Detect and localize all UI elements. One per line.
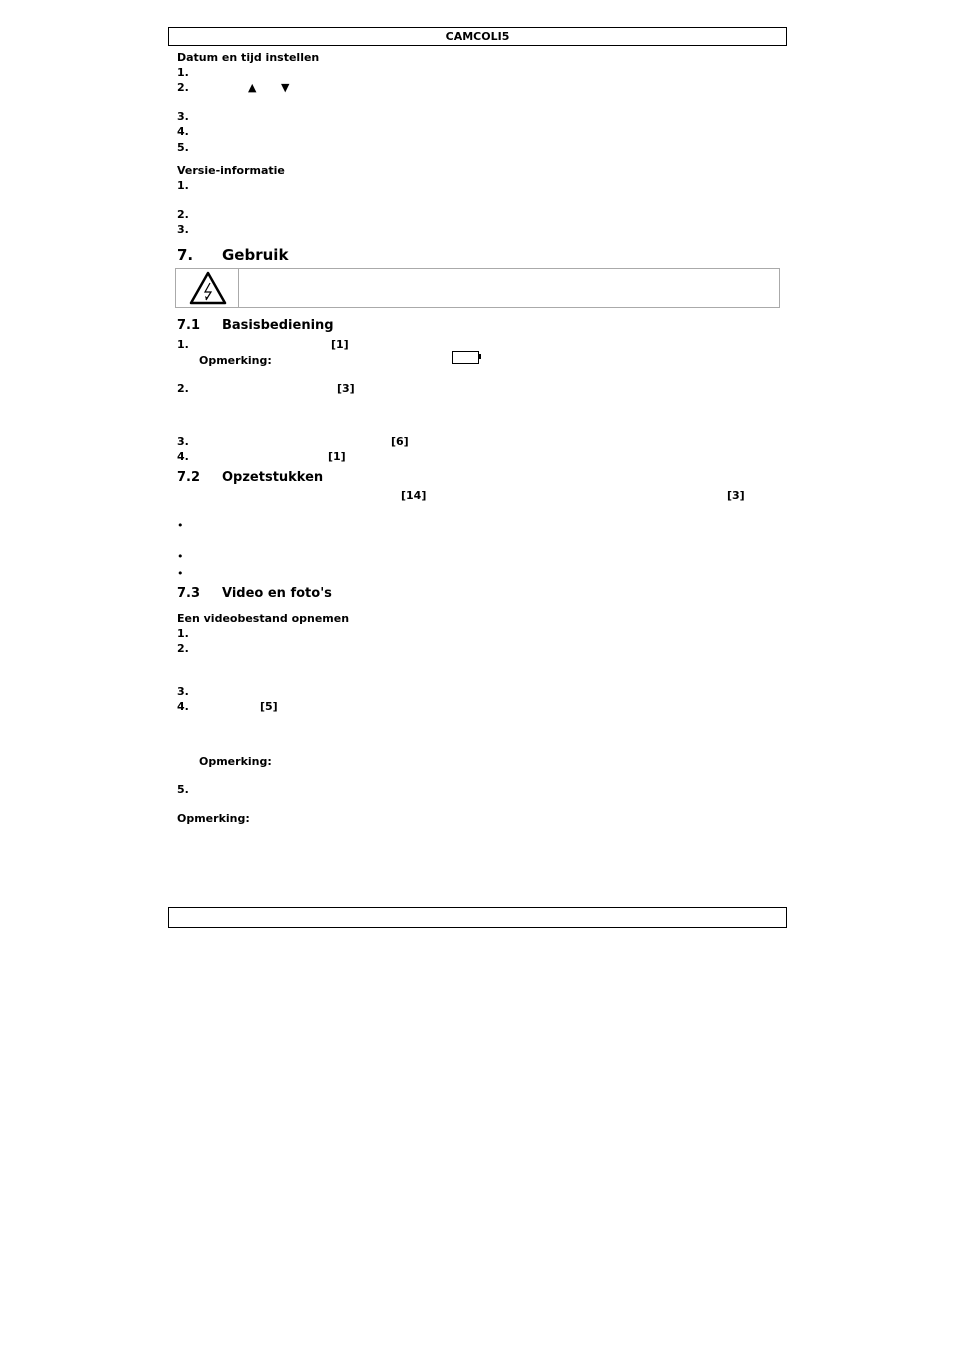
opzet-ref-3: [3]	[727, 489, 745, 502]
basis-ref-1b: [1]	[328, 450, 346, 463]
warning-box	[175, 268, 780, 308]
section-7-title: Gebruik	[222, 246, 289, 264]
section-7-number: 7.	[177, 246, 194, 264]
basis-ref-3: [3]	[337, 382, 355, 395]
up-arrow-icon: ▲	[248, 81, 257, 94]
section-7-1-title: Basisbediening	[222, 318, 334, 333]
datum-step-4: 4.	[177, 125, 189, 138]
versie-title: Versie-informatie	[177, 164, 285, 177]
basis-note-label: Opmerking:	[199, 354, 272, 367]
opzet-bullet-1: •	[177, 519, 184, 532]
video-ref-5: [5]	[260, 700, 278, 713]
basis-step-4: 4.	[177, 450, 189, 463]
basis-ref-6: [6]	[391, 435, 409, 448]
page-header: CAMCOLI5	[168, 27, 787, 46]
warning-divider	[238, 268, 239, 308]
page-footer	[168, 907, 787, 928]
basis-step-2: 2.	[177, 382, 189, 395]
high-voltage-warning-icon	[189, 270, 227, 306]
video-subtitle: Een videobestand opnemen	[177, 612, 350, 625]
section-7-3-number: 7.3	[177, 586, 201, 601]
video-step-5: 5.	[177, 783, 189, 796]
basis-ref-1: [1]	[331, 338, 349, 351]
video-note-label: Opmerking:	[199, 755, 272, 768]
video-note2-label: Opmerking:	[177, 812, 250, 825]
section-7-2-title: Opzetstukken	[222, 470, 324, 485]
datum-step-2: 2.	[177, 81, 189, 94]
video-step-3: 3.	[177, 685, 189, 698]
battery-tip	[479, 354, 481, 359]
datum-step-3: 3.	[177, 110, 189, 123]
video-step-4: 4.	[177, 700, 189, 713]
section-7-1-number: 7.1	[177, 318, 201, 333]
datum-step-5: 5.	[177, 141, 189, 154]
opzet-bullet-2: •	[177, 550, 184, 563]
down-arrow-icon: ▼	[281, 81, 290, 94]
section-7-3-title: Video en foto's	[222, 586, 332, 601]
basis-step-1: 1.	[177, 338, 189, 351]
opzet-bullet-3: •	[177, 567, 184, 580]
datum-step-1: 1.	[177, 66, 189, 79]
basis-step-3: 3.	[177, 435, 189, 448]
versie-step-2: 2.	[177, 208, 189, 221]
battery-empty-icon	[452, 351, 479, 364]
datum-title: Datum en tijd instellen	[177, 51, 320, 64]
opzet-ref-14: [14]	[401, 489, 427, 502]
versie-step-1: 1.	[177, 179, 189, 192]
versie-step-3: 3.	[177, 223, 189, 236]
section-7-2-number: 7.2	[177, 470, 201, 485]
video-step-1: 1.	[177, 627, 189, 640]
video-step-2: 2.	[177, 642, 189, 655]
